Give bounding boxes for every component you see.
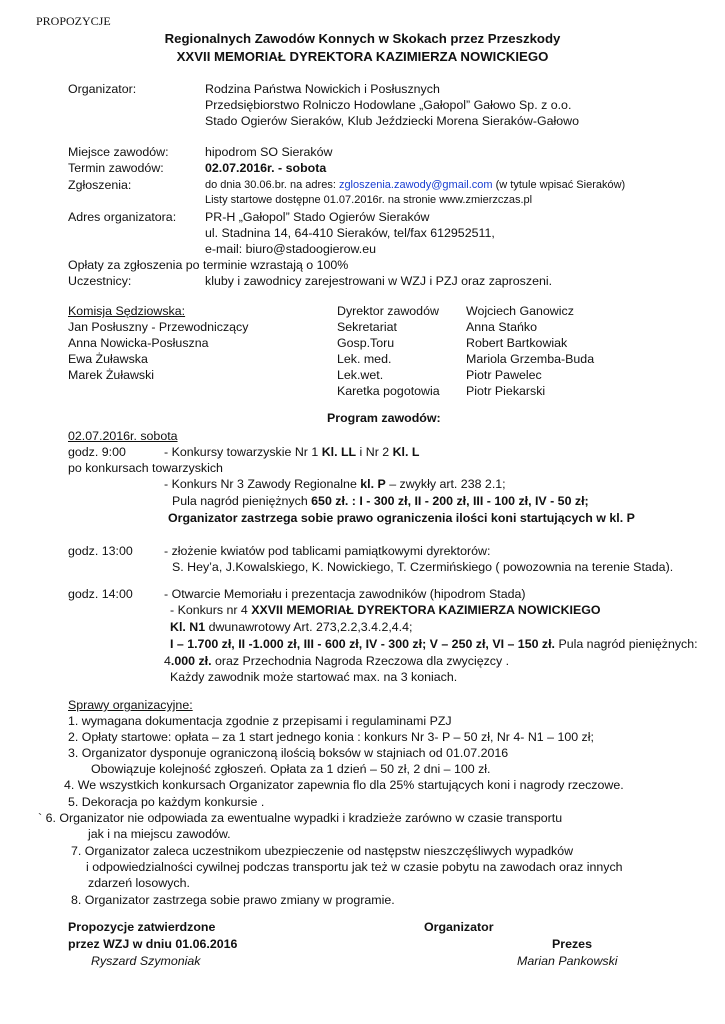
staff-role: Lek. med. — [337, 352, 392, 366]
entries-label: Zgłoszenia: — [68, 178, 132, 192]
organizer-line: Przedsiębiorstwo Rolniczo Hodowlane „Gałopol” Gałowo Sp. z o.o. — [205, 98, 572, 112]
venue-value: hipodrom SO Sieraków — [205, 145, 333, 159]
address-line: PR-H „Gałopol” Stado Ogierów Sieraków — [205, 210, 430, 224]
org-item: 8. Organizator zastrzega sobie prawo zmiany w programie. — [71, 893, 395, 907]
org-item: 7. Organizator zaleca uczestnikom ubezpieczenie od następstw nieszczęśliwych wypadków — [71, 844, 574, 858]
date-label: Termin zawodów: — [68, 161, 164, 175]
date-value: 02.07.2016r. - sobota — [205, 161, 327, 175]
session1-prize-values: 650 zł. : I - 300 zł, II - 200 zł, III - 100 zł, IV - 50 zł; — [311, 494, 589, 508]
session3-horses: Każdy zawodnik może startować max. na 3 koniach. — [170, 670, 458, 684]
program-heading: Program zawodów: — [327, 411, 441, 425]
staff-name: Robert Bartkowiak — [466, 336, 568, 350]
participants-label: Uczestnicy: — [68, 274, 132, 288]
organizer-signatory: Marian Pankowski — [517, 954, 618, 968]
session1-class2: Kl. L — [392, 445, 420, 459]
session3-total — [164, 653, 509, 669]
session3-total-bold: .000 zł. — [170, 654, 212, 668]
session1-nr3-class: kl. P — [360, 477, 386, 491]
org-item: Obowiązuje kolejność zgłoszeń. Opłata za 1 dzień – 50 zł, 2 dni – 100 zł. — [91, 762, 491, 776]
session3-prizes-bold: I – 1.700 zł, II -1.000 zł, III - 600 zł, IV - 300 zł; V – 250 zł, VI – 150 zł. — [170, 637, 555, 651]
staff-name: Wojciech Ganowicz — [466, 304, 574, 318]
address-label: Adres organizatora: — [68, 210, 177, 224]
session3-prizes-rest: Pula nagród pieniężnych: — [555, 637, 698, 651]
session3-nr4-title: XXVII MEMORIAŁ DYREKTORA KAZIMIERZA NOWICKIEGO — [251, 603, 601, 617]
staff-name: Piotr Piekarski — [466, 384, 546, 398]
org-item: 5. Dekoracja po każdym konkursie . — [68, 795, 265, 809]
session3-nr4-pre: - Konkurs nr 4 — [170, 603, 252, 617]
staff-role: Gosp.Toru — [337, 336, 395, 350]
jury-member: Anna Nowicka-Posłuszna — [68, 336, 209, 350]
org-item: i odpowiedzialności cywilnej podczas transportu jak też w czasie pobytu na zawodach oraz innych — [86, 860, 623, 874]
session1-restriction: Organizator zastrzega sobie prawo ograniczenia ilości koni startujących w kl. P — [168, 511, 635, 525]
venue-label: Miejsce zawodów: — [68, 145, 169, 159]
approval-signatory: Ryszard Szymoniak — [91, 954, 201, 968]
org-item: jak i na miejscu zawodów. — [88, 827, 231, 841]
entries-line2: Listy startowe dostępne 01.07.2016r. na stronie www.zmierzczas.pl — [205, 194, 533, 206]
jury-member: Marek Żuławski — [68, 368, 155, 382]
doc-title-line1: Regionalnych Zawodów Konnych w Skokach przez Przeszkody — [164, 31, 561, 46]
session3-total-pre: 4 — [164, 654, 171, 668]
session3-class — [170, 619, 412, 635]
organizer-sign-title: Organizator — [424, 920, 494, 934]
org-heading: Sprawy organizacyjne: — [68, 698, 193, 712]
entries-line — [205, 179, 625, 191]
staff-role: Karetka pogotowia — [337, 384, 440, 398]
session3-total-rest: oraz Przechodnia Nagroda Rzeczowa dla zwycięzcy . — [211, 654, 510, 668]
session3-class-bold: Kl. N1 — [170, 620, 206, 634]
entries-post: (w tytule wpisać Sieraków) — [492, 179, 626, 191]
session1-pre: - Konkursy towarzyskie Nr 1 — [164, 445, 322, 459]
session1-line — [164, 444, 419, 460]
doc-label: PROPOZYCJE — [36, 14, 111, 28]
org-item: ` 6. Organizator nie odpowiada za ewentualne wypadki i kradzieże zarówno w czasie transportu — [38, 811, 563, 825]
session1-prize-pre: Pula nagród pieniężnych — [172, 494, 312, 508]
session2-line2: S. Hey’a, J.Kowalskiego, K. Nowickiego, T. Czermińskiego ( powozownia na terenie Stada). — [172, 560, 674, 574]
org-item: 4. We wszystkich konkursach Organizator zapewnia flo dla 25% startujących koni i nagrody rzeczowe. — [64, 778, 624, 792]
session1-prize — [172, 493, 589, 509]
approval-line1: Propozycje zatwierdzone — [68, 920, 216, 934]
staff-name: Anna Stańko — [466, 320, 537, 334]
org-item: zdarzeń losowych. — [88, 876, 190, 890]
org-item: 2. Opłaty startowe: opłata – za 1 start jednego konia : konkurs Nr 3- P – 50 zł, Nr 4- N1 – 100 zł; — [68, 730, 594, 744]
session1-after: po konkursach towarzyskich — [68, 461, 223, 475]
staff-name: Mariola Grzemba-Buda — [466, 352, 595, 366]
entries-email-link[interactable]: zgloszenia.zawody@gmail.com — [338, 179, 493, 191]
session3-prizes — [170, 636, 698, 652]
staff-role: Lek.wet. — [337, 368, 384, 382]
session2-line1: - złożenie kwiatów pod tablicami pamiątkowymi dyrektorów: — [164, 544, 491, 558]
session1-nr3 — [164, 476, 506, 492]
org-item: 3. Organizator dysponuje ograniczoną ilością boksów w stajniach od 01.07.2016 — [68, 746, 509, 760]
session1-nr3-post: – zwykły art. 238 2.1; — [385, 477, 506, 491]
jury-heading: Komisja Sędziowska: — [68, 304, 186, 318]
organizer-sign-role: Prezes — [552, 937, 592, 951]
program-date: 02.07.2016r. sobota — [68, 429, 178, 443]
session3-nr4 — [170, 602, 601, 618]
fees-note: Opłaty za zgłoszenia po terminie wzrastają o 100% — [68, 258, 349, 272]
session3-class-rest: dwunawrotowy Art. 273,2.2,3.4.2,4.4; — [205, 620, 413, 634]
staff-role: Sekretariat — [337, 320, 397, 334]
doc-title-line2: XXVII MEMORIAŁ DYREKTORA KAZIMIERZA NOWICKIEGO — [176, 49, 549, 64]
entries-pre: do dnia 30.06.br. na adres: — [205, 179, 339, 191]
participants-value: kluby i zawodnicy zarejestrowani w WZJ i PZJ oraz zaproszeni. — [205, 274, 553, 288]
session2-time: godz. 13:00 — [68, 544, 133, 558]
session1-nr3-pre: - Konkurs Nr 3 Zawody Regionalne — [164, 477, 361, 491]
jury-member: Ewa Żuławska — [68, 352, 148, 366]
address-line: ul. Stadnina 14, 64-410 Sieraków, tel/fax 612952511, — [205, 226, 495, 240]
organizer-line: Stado Ogierów Sieraków, Klub Jeździecki Morena Sieraków-Gałowo — [205, 114, 579, 128]
session1-mid: i Nr 2 — [356, 445, 393, 459]
organizer-label: Organizator: — [68, 82, 137, 96]
session1-time: godz. 9:00 — [68, 445, 126, 459]
org-item: 1. wymagana dokumentacja zgodnie z przepisami i regulaminami PZJ — [68, 714, 452, 728]
session3-line1: - Otwarcie Memoriału i prezentacja zawodników (hipodrom Stada) — [164, 587, 526, 601]
staff-role: Dyrektor zawodów — [337, 304, 439, 318]
session3-time: godz. 14:00 — [68, 587, 133, 601]
approval-line2: przez WZJ w dniu 01.06.2016 — [68, 937, 238, 951]
organizer-line: Rodzina Państwa Nowickich i Posłusznych — [205, 82, 440, 96]
session1-class1: Kl. LL — [321, 445, 357, 459]
jury-member: Jan Posłuszny - Przewodniczący — [68, 320, 249, 334]
address-line: e-mail: biuro@stadoogierow.eu — [205, 242, 376, 256]
staff-name: Piotr Pawelec — [466, 368, 542, 382]
